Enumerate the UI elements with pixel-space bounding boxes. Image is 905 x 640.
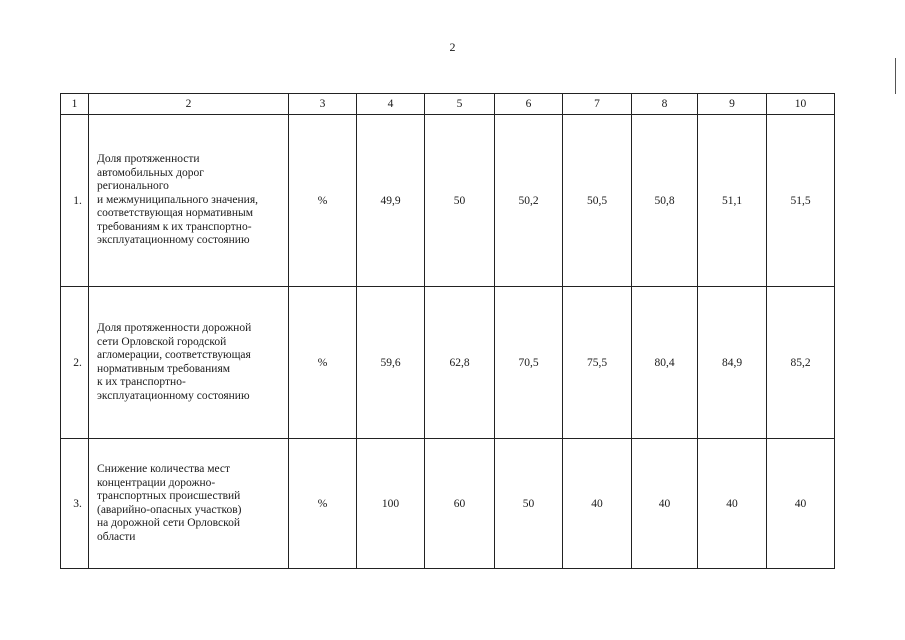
- header-cell: 1: [61, 94, 89, 115]
- indicator-name-line: Доля протяженности: [97, 153, 200, 166]
- header-cell: 7: [563, 94, 632, 115]
- indicator-name-line: требованиям к их транспортно-: [97, 220, 252, 233]
- indicator-name-line: области: [97, 530, 136, 543]
- header-cell: 2: [89, 94, 289, 115]
- table-row: [61, 439, 835, 569]
- indicator-name-line: к их транспортно-: [97, 376, 186, 388]
- value-cell: 80,4: [632, 287, 698, 439]
- page-number: 2: [449, 40, 456, 54]
- value-cell: 40: [767, 439, 835, 569]
- value-cell: 50: [425, 115, 495, 287]
- scan-edge-mark: [895, 58, 896, 94]
- value-cell: 50: [495, 439, 563, 569]
- indicator-name-line: транспортных происшествий: [97, 490, 241, 502]
- indicator-name: [89, 115, 289, 287]
- value-cell: 50,5: [563, 115, 632, 287]
- table-header-row: [61, 94, 835, 115]
- row-number: 1.: [61, 115, 89, 287]
- row-number: 3.: [61, 439, 89, 569]
- indicator-name: [89, 287, 289, 439]
- value-cell: 40: [698, 439, 767, 569]
- indicator-name-line: автомобильных дорог: [97, 166, 204, 179]
- value-cell: 49,9: [357, 115, 425, 287]
- header-cell: 4: [357, 94, 425, 115]
- indicator-name-line: концентрации дорожно-: [97, 476, 216, 489]
- value-cell: 50,2: [495, 115, 563, 287]
- table-row: [61, 115, 835, 287]
- header-cell: 9: [698, 94, 767, 115]
- indicator-name-line: нормативным требованиям: [97, 362, 231, 375]
- unit-cell: %: [289, 287, 357, 439]
- header-cell: 6: [495, 94, 563, 115]
- header-cell: 10: [767, 94, 835, 115]
- value-cell: 51,5: [767, 115, 835, 287]
- header-cell: 3: [289, 94, 357, 115]
- indicator-name-line: соответствующая нормативным: [97, 207, 253, 220]
- indicator-name-line: Снижение количества мест: [97, 463, 231, 475]
- value-cell: 59,6: [357, 287, 425, 439]
- value-cell: 100: [357, 439, 425, 569]
- value-cell: 85,2: [767, 287, 835, 439]
- indicators-table: [60, 93, 835, 569]
- header-cell: 8: [632, 94, 698, 115]
- value-cell: 75,5: [563, 287, 632, 439]
- indicator-name-line: агломерации, соответствующая: [97, 349, 251, 361]
- indicator-name: [89, 439, 289, 569]
- indicator-name-line: эксплуатационному состоянию: [97, 389, 250, 402]
- indicator-name-line: и межмуниципального значения,: [97, 193, 259, 206]
- indicator-name-line: Доля протяженности дорожной: [97, 322, 252, 334]
- indicator-name-line: регионального: [97, 180, 169, 193]
- unit-cell: %: [289, 115, 357, 287]
- indicator-name-line: на дорожной сети Орловской: [97, 517, 240, 529]
- unit-cell: %: [289, 439, 357, 569]
- row-number: 2.: [61, 287, 89, 439]
- value-cell: 40: [563, 439, 632, 569]
- header-cell: 5: [425, 94, 495, 115]
- value-cell: 60: [425, 439, 495, 569]
- table-row: [61, 287, 835, 439]
- value-cell: 70,5: [495, 287, 563, 439]
- value-cell: 40: [632, 439, 698, 569]
- indicator-name-line: сети Орловской городской: [97, 335, 227, 348]
- value-cell: 84,9: [698, 287, 767, 439]
- indicator-name-line: (аварийно-опасных участков): [97, 503, 242, 516]
- value-cell: 62,8: [425, 287, 495, 439]
- value-cell: 50,8: [632, 115, 698, 287]
- indicator-name-line: эксплуатационному состоянию: [97, 234, 250, 247]
- value-cell: 51,1: [698, 115, 767, 287]
